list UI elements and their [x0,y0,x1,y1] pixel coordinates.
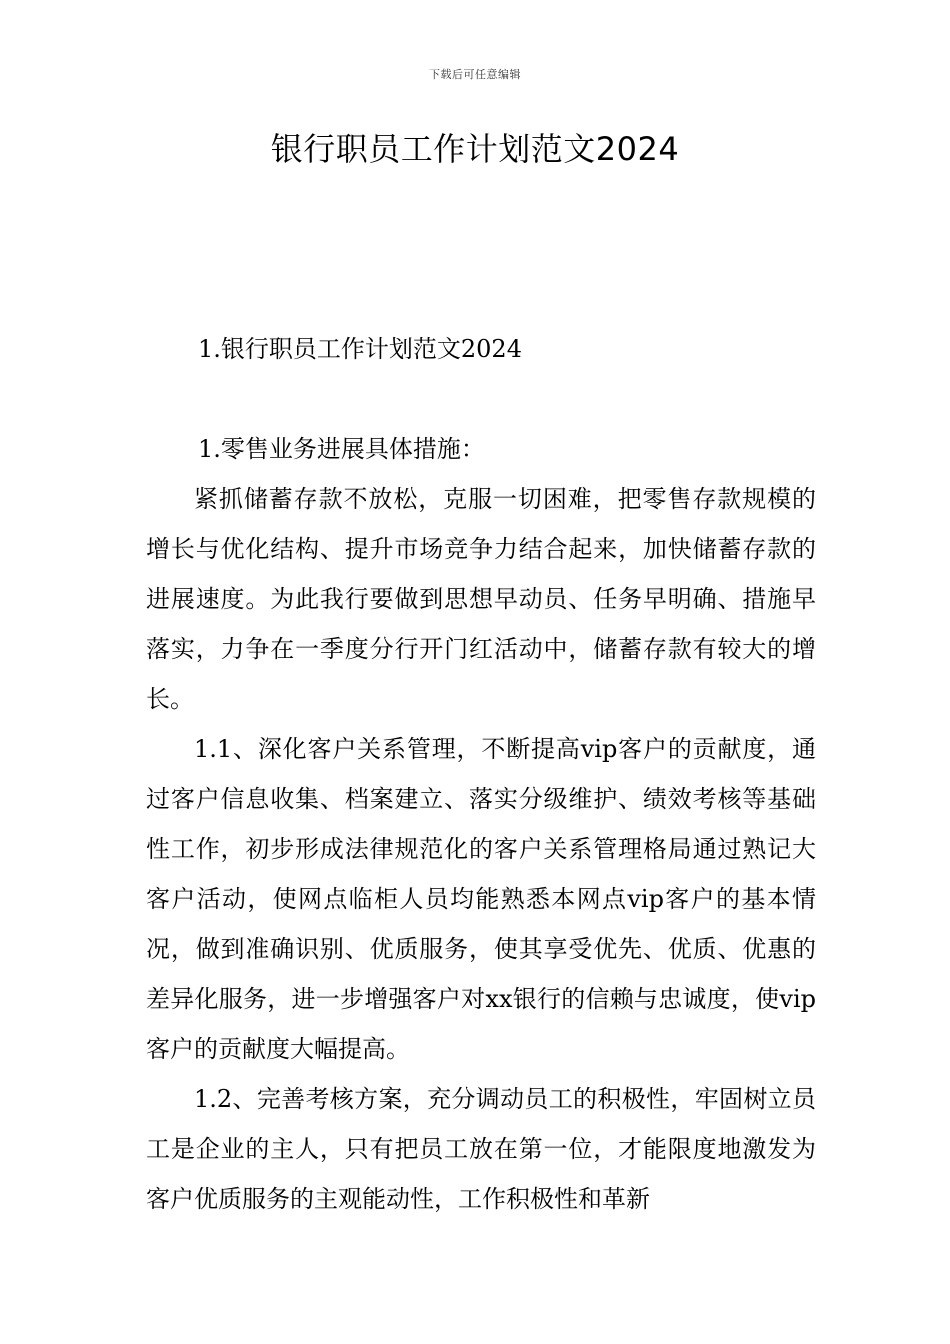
section-heading: 1.零售业务进展具体措施： [198,435,485,463]
document-title: 银行职员工作计划范文2024 [270,130,680,168]
paragraph-2: 1.1、深化客户关系管理，不断提高vip客户的贡献度，通过客户信息收集、档案建立、落实分级维护、绩效考核等基础性工作，初步形成法律规范化的客户关系管理格局通过熟记大客户活动，使网点临柜人员均能熟悉本网点vip客户的基本情况，做到准确识别、优质服务，使其享受优先、优质、优惠的差异化服务，进一步增强客户对xx银行的信赖与忠诚度，使vip客户的贡献度大幅提高。 [146,735,816,1063]
paragraph-3: 1.2、完善考核方案，充分调动员工的积极性，牢固树立员工是企业的主人，只有把员工放在第一位，才能限度地激发为客户优质服务的主观能动性，工作积极性和革新 [146,1085,816,1213]
paragraph-1: 紧抓储蓄存款不放松，克服一切困难，把零售存款规模的增长与优化结构、提升市场竞争力结合起来，加快储蓄存款的进展速度。为此我行要做到思想早动员、任务早明确、措施早落实，力争在一季度分行开门红活动中，储蓄存款有较大的增长。 [146,485,816,713]
header-note: 下载后可任意编辑 [429,68,521,81]
document-subtitle: 1.银行职员工作计划范文2024 [198,335,522,363]
